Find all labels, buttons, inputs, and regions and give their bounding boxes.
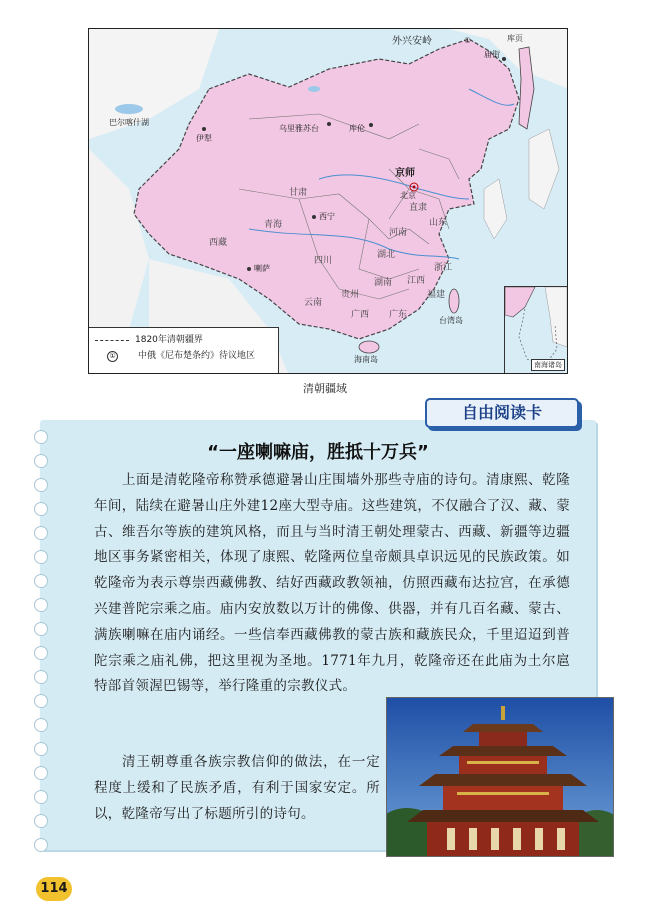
page-number: 114	[36, 877, 72, 901]
map-label-miaojie: 庙街	[484, 50, 500, 59]
south-china-sea-inset	[504, 286, 567, 373]
map-label-xining: 西宁	[319, 212, 335, 221]
card-paragraph-1: 上面是清乾隆帝称赞承德避暑山庄围墙外那些寺庙的诗句。清康熙、乾隆年间，陆续在避暑山庄外建12座大型寺庙。这些建筑，不仅融合了汉、藏、蒙古、维吾尔等族的建筑风格，而且与当时清王朝处理蒙古、西藏、新疆等边疆地区事务紧密相关，体现了康熙、乾隆两位皇帝颇具卓识远见的民族政策。如乾隆帝为表示尊崇西藏佛教、结好西藏政教领袖，仿照西藏布达拉宫，在承德兴建普陀宗乘之庙。庙内安放数以万计的佛像、供器，并有几百名藏、蒙古、满族喇嘛在庙内诵经。一些信奉西藏佛教的蒙古族和藏族民众，千里迢迢到普陀宗乘之庙礼佛，把这里视为圣地。1771年九月，乾隆帝还在此庙为土尔扈特部首领渥巴锡等，举行隆重的宗教仪式。	[94, 472, 570, 695]
map-legend	[89, 327, 279, 373]
map-label-kuye: 库页	[507, 34, 523, 43]
boundary-line-symbol	[95, 340, 129, 341]
map-label-guangxi: 广西	[351, 310, 370, 320]
map-label-yunnan: 云南	[304, 298, 323, 308]
map-label-kulun: 库伦	[349, 124, 365, 133]
map-label-henan: 河南	[389, 228, 408, 238]
map-label-balkhash: 巴尔喀什湖	[109, 118, 149, 127]
map-label-sichuan: 四川	[314, 256, 333, 266]
card-paragraph-1-wrapper	[94, 468, 570, 700]
map-label-taiwan: 台湾岛	[439, 316, 463, 325]
card-paragraph-2-wrapper	[94, 750, 380, 827]
disputed-area-symbol: ①	[107, 351, 118, 362]
map-label-beijing: 北京	[400, 191, 416, 200]
map-label-disputed-marker: ①	[464, 36, 472, 45]
map-label-hubei: 湖北	[377, 250, 396, 260]
map-label-hunan: 湖南	[374, 278, 393, 288]
map-label-hainan: 海南岛	[354, 355, 378, 364]
map-label-zhili: 直隶	[409, 203, 428, 213]
map-label-qinghai: 青海	[264, 220, 283, 230]
map-label-jingshi: 京师	[395, 168, 415, 179]
map-label-waixinganling: 外兴安岭	[392, 36, 432, 47]
map-label-uliastai: 乌里雅苏台	[279, 124, 319, 133]
map-label-fujian: 福建	[427, 290, 446, 300]
notebook-holes	[34, 430, 48, 862]
map-label-gansu: 甘肃	[289, 188, 308, 198]
map-label-guangdong: 广东	[389, 310, 408, 320]
map-label-shandong: 山东	[429, 218, 448, 228]
card-title: “一座喇嘛庙，胜抵十万兵”	[207, 442, 429, 463]
temple-photo	[386, 697, 614, 857]
card-paragraph-2: 清王朝尊重各族宗教信仰的做法，在一定程度上缓和了民族矛盾，有利于国家安定。所以，乾隆帝写出了标题所引的诗句。	[94, 754, 380, 822]
map-label-jiangxi: 江西	[407, 276, 426, 286]
qing-territory-map	[88, 28, 568, 374]
map-label-zhejiang: 浙江	[434, 263, 453, 273]
map-label-guizhou: 贵州	[341, 290, 360, 300]
map-label-tibet: 西藏	[209, 238, 228, 248]
inset-label-nanhai: 南海诸岛	[531, 359, 565, 371]
free-reading-card-tab: 自由阅读卡	[425, 398, 579, 428]
legend-boundary-label: 1820年清朝疆界	[135, 335, 203, 345]
map-label-yili: 伊犁	[196, 134, 212, 143]
legend-disputed-label: 中俄《尼布楚条约》待议地区	[138, 351, 256, 361]
temple-photo-graphic	[387, 698, 613, 856]
map-graphic	[89, 29, 568, 374]
map-label-lhasa: 喇萨	[254, 264, 270, 273]
map-caption: 清朝疆域	[303, 382, 347, 395]
